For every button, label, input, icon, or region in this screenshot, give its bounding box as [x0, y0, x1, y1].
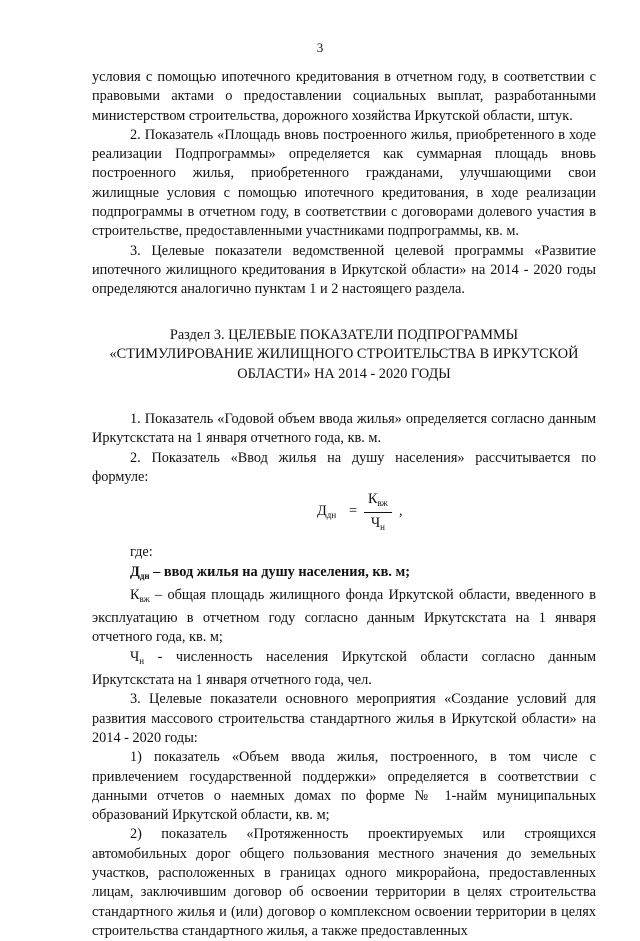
definition-item: $К_{вж}$ – общая площадь жилищного фонда Иркутской области, введенного в эксплуатацию в отчетном году согласно данным Иркутскстата на 1 января отчетного года, кв. м; [92, 586, 596, 646]
paragraph: 1) показатель «Объем ввода жилья, построенного, в том числе с привлечением государственной поддержки» определяется в соответствии с данными отчетов о наемных домах по форме № 1-найм муниципальных образований Иркутской области, кв. м; [92, 749, 596, 824]
heading-line: ОБЛАСТИ» НА 2014 - 2020 ГОДЫ [237, 365, 451, 382]
heading-line: Раздел 3. ЦЕЛЕВЫЕ ПОКАЗАТЕЛИ ПОДПРОГРАММЫ [169, 326, 519, 343]
paragraph: 3. Целевые показатели основного мероприятия «Создание условий для развития массового строительства стандартного жилья в Иркутской области» на 2014 - 2020 годы: [92, 691, 596, 746]
formula-equals: = [349, 503, 358, 520]
page-number: 3 [316, 40, 324, 55]
paragraph: 2. Показатель «Ввод жилья на душу населения» рассчитывается по формуле: [92, 449, 596, 485]
paragraph: условия с помощью ипотечного кредитования в отчетном году, в соответствии с правовыми актами о предоставлении социальных выплат, разработанными министерством строительства, дорожного хозяйства Иркутской области, штук. [92, 69, 596, 124]
formula-comma: , [399, 503, 403, 520]
formula-numerator: $К_{вж}$ [364, 490, 392, 513]
definition-item: $Ч_н$ - численность населения Иркутской области согласно данным Иркутскстата на 1 января отчетного года, чел. [92, 648, 596, 689]
section-heading [92, 326, 596, 385]
paragraph: 2. Показатель «Площадь вновь построенного жилья, приобретенного в ходе реализации Подпрограммы» определяется как суммарная площадь вновь построенного жилья, приобретенного гражданами, улучшающими свои жилищные условия с помощью ипотечного кредитования, в ходе реализации подпрограммы в отчетном году, в соответствии с договорами долевого участия в строительстве, предоставленными участниками подпрограммы, кв. м. [92, 126, 596, 240]
formula [92, 489, 596, 541]
paragraph: 2) показатель «Протяженность проектируемых или строящихся автомобильных дорог общего пользования местного значения до земельных участков, расположенных в границах одного микрорайона, предоставленных лицам, заключившим договор об освоении территории в целях строительства стандартного жилья и (или) договор о комплексном освоении территории в целях строительства стандартного жилья, а также предоставленных [92, 826, 596, 939]
paragraph: 3. Целевые показатели ведомственной целевой программы «Развитие ипотечного жилищного кредитования в Иркутской области» на 2014 - 2020 годы определяются аналогично пунктам 1 и 2 настоящего раздела. [92, 242, 596, 298]
where-label: где: [130, 544, 153, 561]
document-body [92, 68, 596, 941]
formula-fraction [364, 490, 392, 537]
definition-item: $Д_{дн}$ – ввод жилья на душу населения, кв. м; [130, 563, 410, 581]
paragraph: 1. Показатель «Годовой объем ввода жилья» определяется согласно данным Иркутскстата на 1 января отчетного года, кв. м. [92, 411, 596, 447]
formula-denominator: $Ч_н$ [370, 515, 385, 533]
formula-lhs: $Д_{дн}$ [317, 503, 337, 521]
heading-line: «СТИМУЛИРОВАНИЕ ЖИЛИЩНОГО СТРОИТЕЛЬСТВА В ИРКУТСКОЙ [109, 346, 579, 363]
